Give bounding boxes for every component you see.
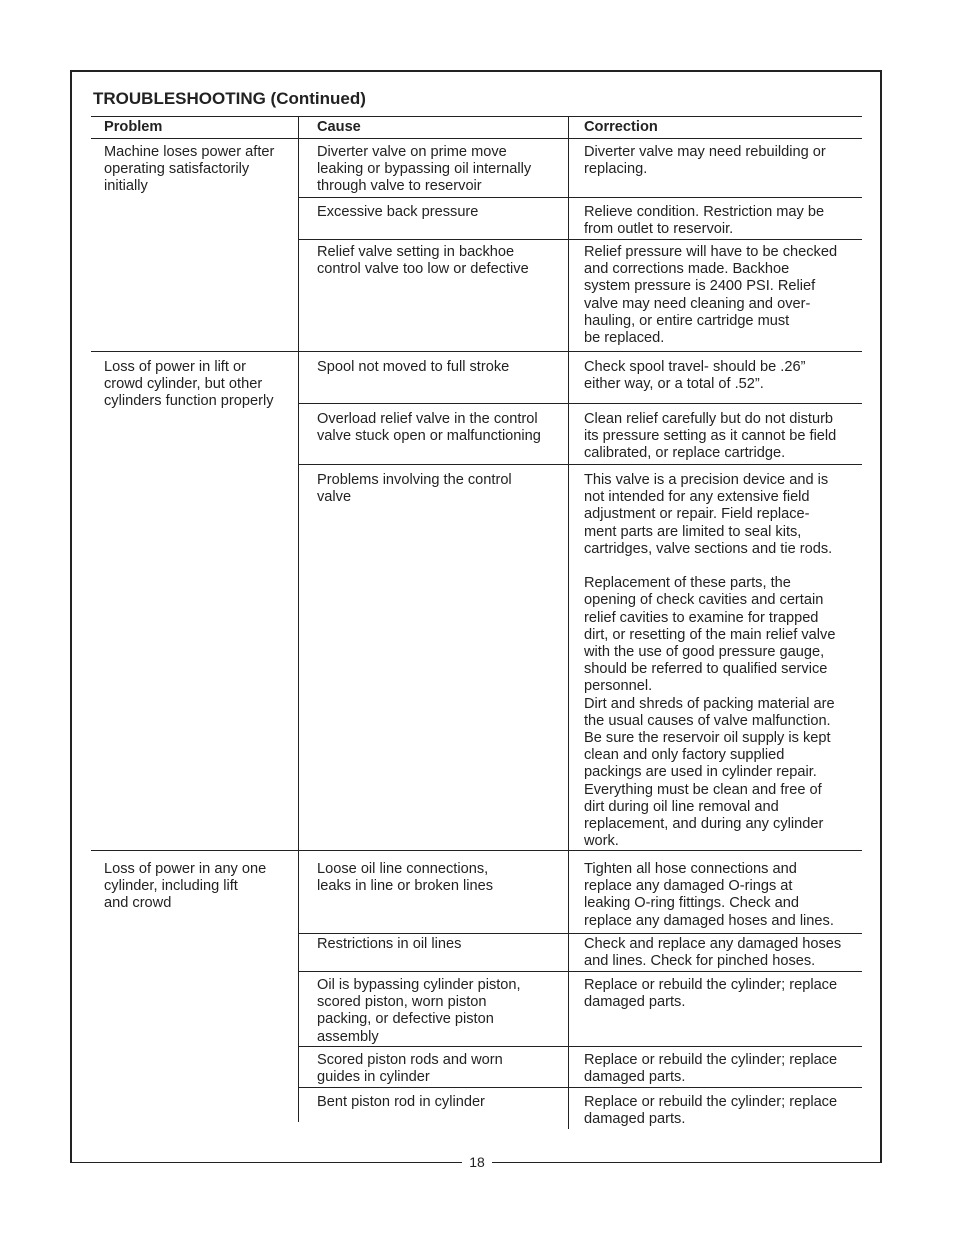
row-rule — [298, 1046, 862, 1047]
page-number: 18 — [469, 1154, 485, 1170]
correction-cell: Check spool travel- should be .26” either way, or a total of .52”. — [584, 359, 806, 393]
row-rule — [298, 933, 862, 934]
cause-cell: Loose oil line connections, leaks in line or broken lines — [317, 861, 494, 895]
correction-cell: Relieve condition. Restriction may be from outlet to reservoir. — [584, 204, 825, 238]
column-header-cause: Cause — [317, 119, 361, 135]
correction-cell: Diverter valve may need rebuilding or replacing. — [584, 144, 826, 178]
correction-cell: This valve is a precision device and is not intended for any extensive field adjustment or repair. Field replace- ment parts are limited to seal kits, cartridges, valve sections and tie rods. Replacement of these parts, the opening of check cavities and certain relief cavities to examine for trapped dirt, or resetting of the main relief valve with the use of good pressure gauge, should be referred to qualified service personnel. Dirt and shreds of packing material are the usual causes of valve malfunction. Be sure the reservoir oil supply is kept clean and only factory supplied packings are used in cylinder repair. Everything must be clean and free of dirt during oil line removal and replacement, and during any cylinder work. — [584, 472, 836, 850]
cause-cell: Diverter valve on prime move leaking or bypassing oil internally through valve to reservoir — [317, 144, 532, 195]
column-header-correction: Correction — [584, 119, 658, 135]
row-rule — [298, 464, 862, 465]
cause-cell: Excessive back pressure — [317, 204, 479, 220]
correction-cell: Tighten all hose connections and replace any damaged O-rings at leaking O-ring fittings. Check and replace any damaged hoses and lines. — [584, 861, 834, 929]
correction-cell: Check and replace any damaged hoses and lines. Check for pinched hoses. — [584, 936, 842, 970]
row-rule — [298, 403, 862, 404]
row-rule — [298, 239, 862, 240]
cause-cell: Scored piston rods and worn guides in cylinder — [317, 1052, 503, 1086]
cause-cell: Bent piston rod in cylinder — [317, 1094, 485, 1110]
row-rule — [298, 1087, 862, 1088]
problem-cell: Loss of power in any one cylinder, including lift and crowd — [104, 861, 267, 912]
row-rule — [298, 197, 862, 198]
cause-cell: Relief valve setting in backhoe control valve too low or defective — [317, 244, 529, 278]
table-top-rule — [91, 116, 862, 117]
group-rule — [91, 850, 862, 851]
row-rule — [298, 971, 862, 972]
problem-cell: Machine loses power after operating satisfactorily initially — [104, 144, 275, 195]
cause-cell: Spool not moved to full stroke — [317, 359, 510, 375]
cause-cell: Problems involving the control valve — [317, 472, 512, 506]
cause-cell: Oil is bypassing cylinder piston, scored piston, worn piston packing, or defective piston assembly — [317, 977, 521, 1045]
column-divider — [568, 116, 569, 1129]
cause-cell: Restrictions in oil lines — [317, 936, 462, 952]
frame-bottom-border — [492, 1162, 882, 1163]
correction-cell: Clean relief carefully but do not disturb its pressure setting as it cannot be field calibrated, or replace cartridge. — [584, 411, 837, 462]
header-rule — [91, 138, 862, 139]
correction-cell: Replace or rebuild the cylinder; replace damaged parts. — [584, 1094, 838, 1128]
correction-cell: Replace or rebuild the cylinder; replace damaged parts. — [584, 1052, 838, 1086]
column-header-problem: Problem — [104, 119, 163, 135]
cause-cell: Overload relief valve in the control valve stuck open or malfunctioning — [317, 411, 541, 445]
frame-bottom-border — [70, 1162, 462, 1163]
correction-cell: Replace or rebuild the cylinder; replace damaged parts. — [584, 977, 838, 1011]
section-heading: TROUBLESHOOTING (Continued) — [93, 89, 366, 108]
problem-cell: Loss of power in lift or crowd cylinder, but other cylinders function properly — [104, 359, 274, 410]
correction-cell: Relief pressure will have to be checked and corrections made. Backhoe system pressure is 2400 PSI. Relief valve may need cleaning and over- hauling, or entire cartridge must be replaced. — [584, 244, 838, 347]
group-rule — [91, 351, 862, 352]
